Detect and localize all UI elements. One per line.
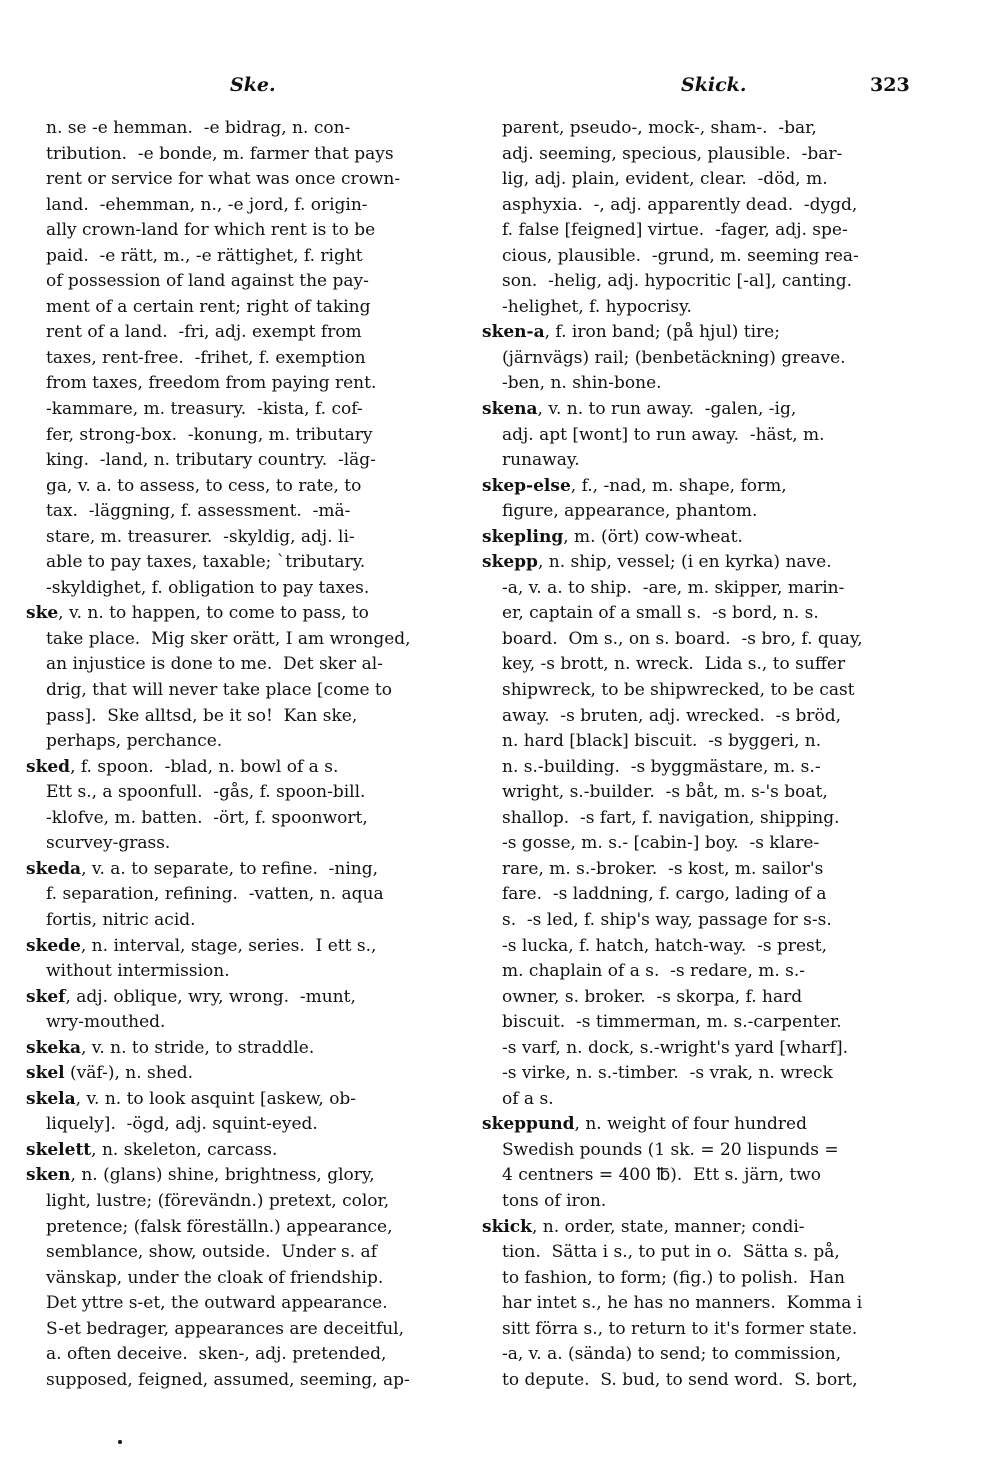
entry-text-line: to fashion, to form; (fig.) to polish. Han — [502, 1267, 845, 1288]
entry-text-line: Det yttre s-et, the outward appearance. — [46, 1293, 388, 1314]
entry-text-line: runaway. — [502, 450, 580, 471]
entry-text-line: land. -ehemman, n., -e jord, f. origin- — [46, 194, 368, 215]
entry-headword-line: skeppund, n. weight of four hundred — [482, 1114, 807, 1135]
entry-text-line: n. s.-building. -s byggmästare, m. s.- — [502, 756, 821, 777]
entry-text-line: key, -s brott, n. wreck. Lida s., to suffer — [502, 654, 846, 675]
entry-text-line: ally crown-land for which rent is to be — [46, 220, 376, 241]
entry-text-line: f. separation, refining. -vatten, n. aqua — [46, 884, 384, 905]
entry-headword-line: skick, n. order, state, manner; condi- — [482, 1216, 805, 1237]
entry-text-line: n. hard [black] biscuit. -s byggeri, n. — [502, 731, 822, 752]
entry-headword-line: skeka, v. n. to stride, to straddle. — [26, 1037, 315, 1058]
entry-headword-line: skef, adj. oblique, wry, wrong. -munt, — [26, 986, 356, 1007]
entry-text-line: without intermission. — [46, 961, 230, 982]
entry-text-line: tion. Sätta i s., to put in o. Sätta s. på, — [502, 1242, 840, 1263]
entry-text-line: scurvey-grass. — [46, 833, 171, 854]
right-column — [482, 116, 910, 1393]
entry-text-line: take place. Mig sker orätt, I am wronged, — [46, 628, 411, 649]
entry-headword-line: skena, v. n. to run away. -galen, -ig, — [482, 399, 797, 420]
entry-text-line: Ett s., a spoonfull. -gås, f. spoon-bill. — [46, 782, 366, 803]
entry-text-line: lig, adj. plain, evident, clear. -död, m. — [502, 169, 828, 190]
entry-text-line: of possession of land against the pay- — [46, 271, 369, 292]
entry-text-line: an injustice is done to me. Det sker al- — [46, 654, 383, 675]
entry-text-line: pretence; (falsk föreställn.) appearance, — [46, 1216, 393, 1237]
entry-text-line: -ben, n. shin-bone. — [502, 373, 662, 394]
entry-text-line: of a s. — [502, 1088, 554, 1109]
entry-headword-line: skede, n. interval, stage, series. I ett s., — [26, 935, 377, 956]
entry-text-line: board. Om s., on s. board. -s bro, f. quay, — [502, 628, 863, 649]
entry-text-line: fer, strong-box. -konung, m. tributary — [46, 424, 373, 445]
entry-text-line: S-et bedrager, appearances are deceitful, — [46, 1318, 405, 1339]
entry-text-line: -helighet, f. hypocrisy. — [502, 296, 692, 317]
entry-headword-line: sken-a, f. iron band; (på hjul) tire; — [482, 322, 780, 343]
entry-text-line: wright, s.-builder. -s båt, m. s-'s boat, — [502, 782, 828, 803]
entry-text-line: wry-mouthed. — [46, 1012, 166, 1033]
entry-text-line: light, lustre; (förevändn.) pretext, color, — [46, 1190, 390, 1211]
entry-text-line: -klofve, m. batten. -ört, f. spoonwort, — [46, 807, 368, 828]
entry-text-line: able to pay taxes, taxable; `tributary. — [46, 552, 366, 573]
entry-text-line: -kammare, m. treasury. -kista, f. cof- — [46, 399, 363, 420]
entry-headword-line: sken, n. (glans) shine, brightness, glory, — [26, 1165, 375, 1186]
entry-text-line: biscuit. -s timmerman, m. s.-carpenter. — [502, 1012, 842, 1033]
entry-text-line: tax. -läggning, f. assessment. -mä- — [46, 501, 351, 522]
entry-text-line: shipwreck, to be shipwrecked, to be cast — [502, 680, 855, 701]
entry-text-line: -a, v. a. (sända) to send; to commission, — [502, 1344, 842, 1365]
entry-text-line: rare, m. s.-broker. -s kost, m. sailor's — [502, 858, 824, 879]
entry-text-line: asphyxia. -, adj. apparently dead. -dygd, — [502, 194, 858, 215]
entry-text-line: adj. apt [wont] to run away. -häst, m. — [502, 424, 825, 445]
entry-text-line: cious, plausible. -grund, m. seeming rea- — [502, 245, 859, 266]
entry-text-line: er, captain of a small s. -s bord, n. s. — [502, 603, 819, 624]
entry-text-line: s. -s led, f. ship's way, passage for s-s. — [502, 909, 832, 930]
entry-headword-line: skepling, m. (ört) cow-wheat. — [482, 526, 743, 547]
entry-text-line: -skyldighet, f. obligation to pay taxes. — [46, 577, 370, 598]
entry-text-line: perhaps, perchance. — [46, 731, 223, 752]
stray-mark — [118, 1440, 122, 1444]
entry-text-line: supposed, feigned, assumed, seeming, ap- — [46, 1369, 410, 1390]
entry-text-line: -a, v. a. to ship. -are, m. skipper, marin- — [502, 577, 845, 598]
left-column — [26, 116, 466, 1393]
entry-text-line: n. se -e hemman. -e bidrag, n. con- — [46, 118, 351, 138]
entry-text-line: ment of a certain rent; right of taking — [46, 296, 371, 317]
entry-text-line: fortis, nitric acid. — [46, 909, 196, 930]
entry-text-line: drig, that will never take place [come to — [46, 680, 392, 701]
entry-text-line: f. false [feigned] virtue. -fager, adj. spe- — [502, 220, 848, 241]
entry-headword-line: skep-else, f., -nad, m. shape, form, — [482, 475, 787, 496]
entry-text-line: pass]. Ske alltsd, be it so! Kan ske, — [46, 705, 358, 726]
entry-headword-line: skel (väf-), n. shed. — [26, 1063, 194, 1084]
entry-text-line: tribution. -e bonde, m. farmer that pays — [46, 143, 394, 164]
entry-text-line: shallop. -s fart, f. navigation, shipping. — [502, 807, 840, 828]
entry-text-line: -s varf, n. dock, s.-wright's yard [wharf]. — [502, 1037, 849, 1058]
entry-headword-line: skela, v. n. to look asquint [askew, ob- — [26, 1088, 357, 1109]
page-number: 323 — [870, 74, 910, 96]
entry-headword-line: sked, f. spoon. -blad, n. bowl of a s. — [26, 756, 339, 777]
entry-text-line: fare. -s laddning, f. cargo, lading of a — [502, 884, 827, 905]
entry-text-line: rent or service for what was once crown- — [46, 169, 401, 190]
entry-text-line: king. -land, n. tributary country. -läg- — [46, 450, 376, 471]
entry-text-line: figure, appearance, phantom. — [502, 501, 758, 522]
entry-text-line: away. -s bruten, adj. wrecked. -s bröd, — [502, 705, 842, 726]
running-head-left: Ske. — [230, 74, 276, 96]
entry-text-line: -s gosse, m. s.- [cabin-] boy. -s klare- — [502, 833, 820, 854]
entry-headword-line: skelett, n. skeleton, carcass. — [26, 1139, 278, 1160]
entry-text-line: -s lucka, f. hatch, hatch-way. -s prest, — [502, 935, 827, 956]
entry-text-line: 4 centners = 400 ℔). Ett s. järn, two — [502, 1165, 822, 1186]
entry-text-line: vänskap, under the cloak of friendship. — [46, 1267, 384, 1288]
entry-text-line: m. chaplain of a s. -s redare, m. s.- — [502, 961, 806, 982]
entry-text-line: paid. -e rätt, m., -e rättighet, f. right — [46, 245, 363, 266]
entry-text-line: Swedish pounds (1 sk. = 20 lispunds = — [502, 1139, 839, 1160]
entry-text-line: adj. seeming, specious, plausible. -bar- — [502, 143, 843, 164]
entry-text-line: -s virke, n. s.-timber. -s vrak, n. wreck — [502, 1063, 833, 1084]
entry-text-line: rent of a land. -fri, adj. exempt from — [46, 322, 362, 343]
entry-text-line: a. often deceive. sken-, adj. pretended, — [46, 1344, 387, 1365]
entry-headword-line: skeda, v. a. to separate, to refine. -ning, — [26, 858, 379, 879]
entry-text-line: to depute. S. bud, to send word. S. bort, — [502, 1369, 858, 1390]
entry-text-line: owner, s. broker. -s skorpa, f. hard — [502, 986, 803, 1007]
entry-text-line: son. -helig, adj. hypocritic [-al], canting. — [502, 271, 852, 292]
entry-headword-line: skepp, n. ship, vessel; (i en kyrka) nave. — [482, 552, 832, 573]
entry-text-line: har intet s., he has no manners. Komma i — [502, 1293, 863, 1314]
entry-text-line: liquely]. -ögd, adj. squint-eyed. — [46, 1114, 318, 1135]
entry-text-line: tons of iron. — [502, 1190, 607, 1211]
entry-text-line: from taxes, freedom from paying rent. — [46, 373, 377, 394]
entry-text-line: ga, v. a. to assess, to cess, to rate, to — [46, 475, 362, 496]
entry-text-line: parent, pseudo-, mock-, sham-. -bar, — [502, 118, 817, 138]
entry-text-line: stare, m. treasurer. -skyldig, adj. li- — [46, 526, 355, 547]
entry-text-line: taxes, rent-free. -frihet, f. exemption — [46, 347, 366, 368]
entry-text-line: (järnvägs) rail; (benbetäckning) greave. — [502, 347, 846, 368]
entry-text-line: semblance, show, outside. Under s. af — [46, 1242, 377, 1263]
entry-headword-line: ske, v. n. to happen, to come to pass, to — [26, 603, 369, 624]
running-head-right: Skick. — [681, 74, 747, 96]
entry-text-line: sitt förra s., to return to it's former state. — [502, 1318, 858, 1339]
